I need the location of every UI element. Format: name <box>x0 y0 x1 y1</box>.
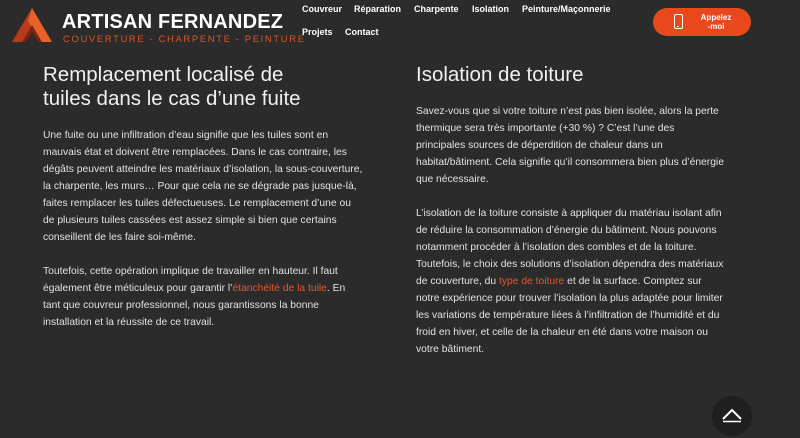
roof-type-link[interactable]: type de toiture <box>499 276 565 287</box>
roof-insulation-paragraph-1: Savez-vous que si votre toiture n’est pas bien isolée, alors la perte thermique sera très importante (+30 %) ? C’est l’une des principales sources de déperdition de chaleur dans un habitat/bâtiment. Cela signifie qu’il consommera bien plus d’énergie que nécessaire. <box>416 106 724 185</box>
call-me-label-line2: -moi <box>707 22 725 31</box>
nav-item-contact[interactable]: Contact <box>345 27 379 37</box>
chevron-up-icon <box>721 407 743 423</box>
tile-replacement-paragraph-2-text: Toutefois, cette opération implique de travailler en hauteur. Il faut également être méticuleux pour garantir l’ <box>43 266 338 294</box>
scroll-to-top-button[interactable] <box>712 396 752 436</box>
tile-replacement-title-line1: Remplacement localisé de <box>43 63 284 86</box>
nav-item-charpente[interactable]: Charpente <box>414 4 459 14</box>
brand-tagline: COUVERTURE - CHARPENTE - PEINTURE <box>63 34 306 45</box>
tile-replacement-title <box>43 63 363 111</box>
logo-icon <box>10 5 56 45</box>
site-logo[interactable] <box>10 5 306 45</box>
call-me-label <box>693 13 739 31</box>
site-header <box>0 0 800 48</box>
phone-icon <box>674 14 683 29</box>
roof-insulation-paragraph-2-text: L’isolation de la toiture consiste à appliquer du matériau isolant afin de réduire la consommation d’énergie du bâtiment. Nous pouvons notamment procéder à l’isolation des combles et de la toiture. Toutefois, le choix des solutions d’isolation dépendra des matériaux de couverture, du <box>416 208 724 287</box>
tile-replacement-section <box>43 60 363 331</box>
tile-replacement-paragraph-2-end: . En tant que couvreur professionnel, nous garantissons la bonne installation et la réussite de ce travail. <box>43 283 346 328</box>
tile-replacement-paragraph-2 <box>43 263 363 331</box>
roof-insulation-section <box>416 60 726 358</box>
nav-item-isolation[interactable]: Isolation <box>472 4 510 14</box>
roof-insulation-title: Isolation de toiture <box>416 63 584 86</box>
nav-item-reparation[interactable]: Réparation <box>354 4 402 14</box>
brand-name: ARTISAN FERNANDEZ <box>62 11 284 33</box>
nav-item-peinture-maconnerie[interactable]: Peinture/Maçonnerie <box>522 4 611 14</box>
call-me-label-line1: Appelez <box>700 13 732 22</box>
tile-replacement-paragraph-1: Une fuite ou une infiltration d’eau signifie que les tuiles sont en mauvais état et doivent être remplacées. Dans le cas contraire, les dégâts peuvent atteindre les matériaux d’isolation, la sous-couverture, la charpente, les murs… Pour que cela ne se dégrade pas jusque-là, faites remplacer les tuiles défectueuses. Le remplacement d’une ou de plusieurs tuiles cassées est assez simple si bien que certains conseillent de les faire soi-même. <box>43 130 363 243</box>
roof-insulation-paragraph-2-end: et de la surface. Comptez sur notre expérience pour trouver l’isolation la plus adaptée pour limiter les variations de température liées à l’infiltration de l’humidité et du froid en hiver, et celle de la chaleur en été dans votre maison ou votre bâtiment. <box>416 276 723 355</box>
nav-item-projets[interactable]: Projets <box>302 27 333 37</box>
tile-replacement-title-line2: tuiles dans le cas d’une fuite <box>43 87 301 110</box>
tile-waterproofing-link[interactable]: étanchéité de la tuile <box>232 283 327 294</box>
nav-item-couvreur[interactable]: Couvreur <box>302 4 343 14</box>
call-me-button[interactable] <box>653 8 751 36</box>
roof-insulation-paragraph-2 <box>416 205 726 358</box>
